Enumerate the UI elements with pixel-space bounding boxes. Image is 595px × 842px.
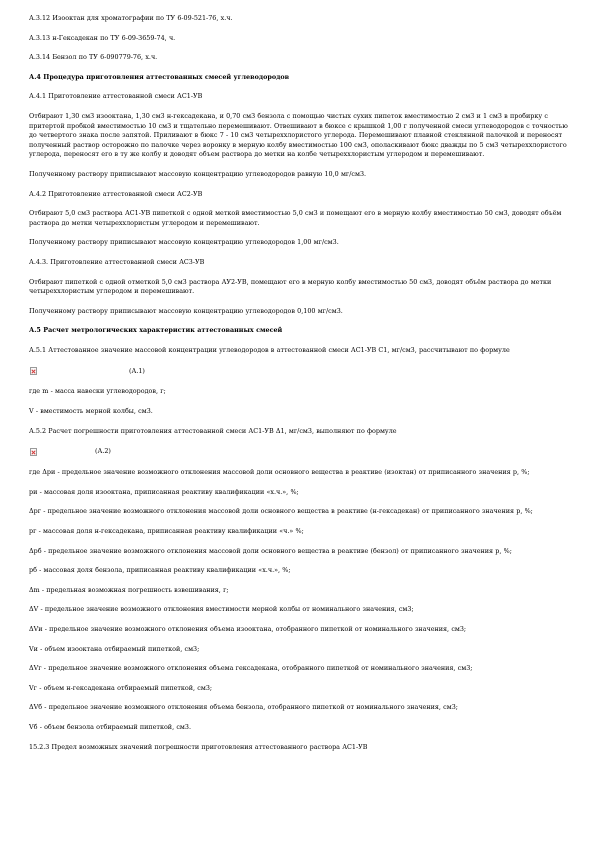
formula-a1-row: [29, 365, 574, 377]
definition-delta-v: ΔV - предельное значение возможного отклонения вместимости мерной колбы от номинального значения, см3;: [29, 605, 414, 614]
broken-image-icon: [30, 367, 37, 375]
section-heading-a-5: А.5 Расчет метрологических характеристик аттестованных смесей: [29, 326, 283, 335]
paragraph-procedure-as2: Отбирают 5,0 см3 раствора АС1-УВ пипеткой с одной меткой вместимостью 5,0 см3 и помещают его в мерную колбу вместимостью 50 см3, доводят объём раствора до метки четыреххлористым углеродом и перемешивают.: [29, 209, 562, 227]
definition-delta-pg: Δрг - предельное значение возможного отклонения массовой доли основного вещества в реактиве (н-гексадекан) от приписанного значения р, %;: [29, 507, 533, 516]
definition-v: V - вместимость мерной колбы, см3.: [29, 407, 153, 416]
formula-a2-row: [29, 446, 574, 458]
definition-delta-vb: ΔVб - предельное значение возможного отклонения объема бензола, отобранного пипеткой от номинального значения, см3;: [29, 703, 458, 712]
paragraph-result-as3: Полученному раствору приписывают массовую концентрацию углеводородов 0,100 мг/см3.: [29, 306, 343, 315]
paragraph-result-as1: Полученному раствору приписывают массовую концентрацию углеводородов равную 10,0 мг/см3.: [29, 169, 367, 178]
definition-pi: ри - массовая доля изооктана, приписанная реактиву квалификации «х.ч.», %;: [29, 487, 299, 496]
definition-delta-m: Δm - предельная возможная погрешность взвешивания, г;: [29, 585, 229, 594]
definition-delta-vi: ΔVи - предельное значение возможного отклонения объема изооктана, отобранного пипеткой от номинального значения, см3;: [29, 625, 467, 633]
paragraph-procedure-as1: Отбирают 1,30 см3 изооктана, 1,30 см3 н-гексадекана, и 0,70 см3 бензола с помощью чистых сухих пипеток вместимостью 2 см3 и 1 см3 в пробирку с притертой пробкой вместимостью 10 см3 и тщательно перемешивают. Отвешивают в бюксе с крышкой 1,00 г полученной смеси углеводородов с точностью до четвертого знака после запятой. Приливают в бюкс 7 - 10 см3 четыреххлористого углерода. Перемешивают плавной стеклянной палочкой и переносят полученный раствор осторожно по палочке через воронку в мерную колбу вместимостью 100 см3, ополаскивают бюкс дважды по 5 см3 четыреххлористого углерода, переносят его в ту же колбу и доводят объем раствора до метки на колбе четыреххлористым углеродом и перемешивают.: [29, 111, 568, 159]
item-a-3-14: А.3.14 Бензол по ТУ 6-090779-76, х.ч.: [29, 53, 158, 62]
definition-delta-pb: Δрб - предельное значение возможного отклонения массовой доли основного вещества в реактиве (бензол) от приписанного значения р, %;: [29, 546, 512, 555]
definition-delta-vg: ΔVг - предельное значение возможного отклонения объема гексадекана, отобранного пипеткой от номинального значения, см3;: [29, 664, 473, 673]
definition-m: где m - масса навески углеводородов, г;: [29, 387, 166, 396]
item-a-3-13: А.3.13 н-Гексадекан по ТУ 6-09-3659-74, ч.: [29, 33, 176, 42]
definition-pg: рг - массовая доля н-гексадекана, приписанная реактиву квалификации «ч.» %;: [29, 527, 304, 536]
definition-delta-pi: где Δри - предельное значение возможного отклонения массовой доли основного вещества в реактиве (изоктан) от приписанного значения р, %;: [29, 468, 530, 477]
subsection-heading-a-4-1: А.4.1 Приготовление аттестованной смеси АС1-УВ: [29, 92, 203, 101]
definition-vi: Vи - объем изооктана отбираемый пипеткой, см3;: [29, 644, 200, 653]
subsection-heading-a-4-3: А.4.3. Приготовление аттестованной смеси АС3-УВ: [29, 257, 205, 266]
paragraph-result-as2: Полученному раствору приписывают массовую концентрацию углеводородов 1,00 мг/см3.: [29, 238, 339, 247]
section-heading-a-4: А.4 Процедура приготовления аттестованных смесей углеводородов: [29, 72, 290, 81]
paragraph-procedure-as3: Отбирают пипеткой с одной отметкой 5,0 см3 раствора АУ2-УВ, помещают его в мерную колбу вместимостью 50 см3, доводят объём раствора до метки четыреххлористым углеродом и перемешивают.: [29, 277, 552, 296]
paragraph-a-5-2: А.5.2 Расчет погрешности приготовления аттестованной смеси АС1-УВ Δ1, мг/см3, выполняют по формуле: [29, 426, 397, 435]
broken-image-icon: [30, 448, 37, 456]
definition-vg: Vг - объем н-гексадекана отбираемый пипеткой, см3;: [29, 683, 213, 692]
definition-vb: Vб - объем бензола отбираемый пипеткой, см3.: [29, 722, 191, 731]
document-page: [29, 14, 574, 762]
definition-pb: рб - массовая доля бензола, приписанная реактиву квалификации «х.ч.», %;: [29, 566, 291, 575]
formula-a1-number: (А.1): [129, 366, 145, 375]
subsection-heading-a-4-2: А.4.2 Приготовление аттестованной смеси АС2-УВ: [29, 189, 203, 198]
paragraph-a-5-1: А.5.1 Аттестованное значение массовой концентрации углеводородов в аттестованной смеси АС1-УВ С1, мг/см3, рассчитывают по формуле: [29, 345, 510, 354]
item-a-3-12: А.3.12 Изооктан для хроматографии по ТУ 6-09-521-76, х.ч.: [29, 14, 233, 22]
formula-a2-number: (А.2): [95, 447, 111, 456]
paragraph-15-2-3: 15.2.3 Предел возможных значений погрешности приготовления аттестованного раствора АС1-УВ: [29, 742, 368, 751]
